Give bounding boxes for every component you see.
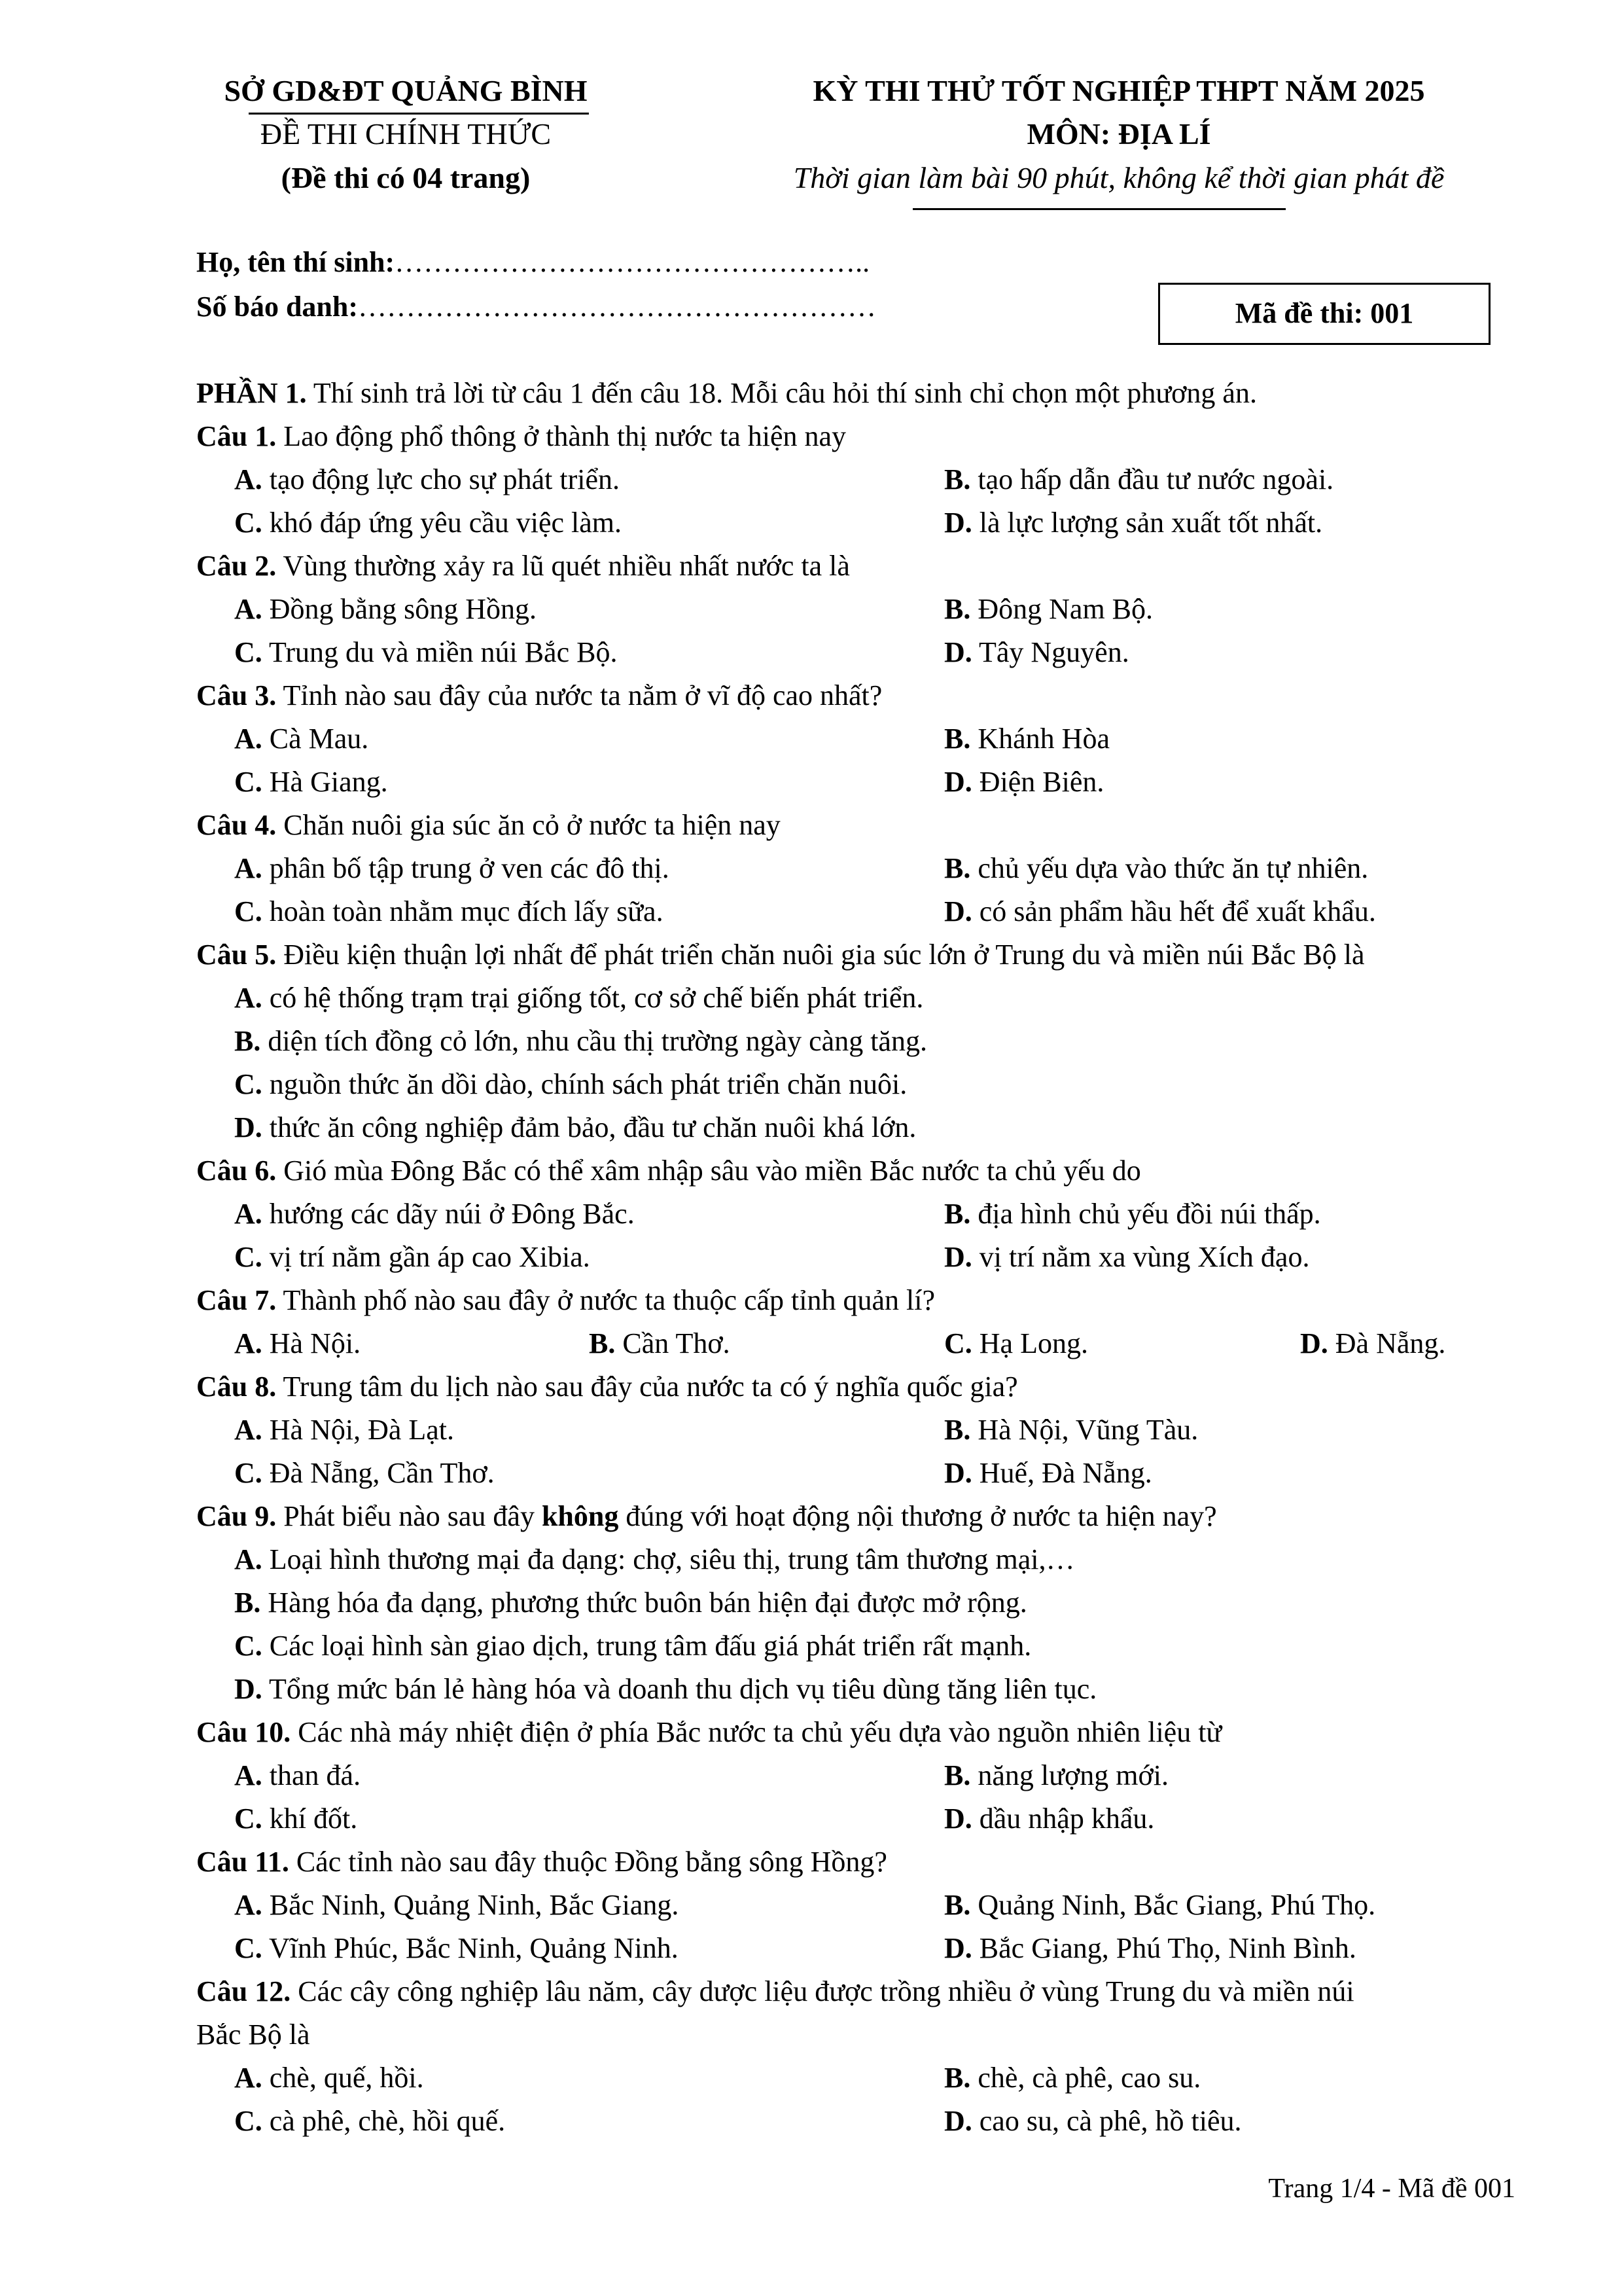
question-text-end: đúng với hoạt động nội thương ở nước ta hiện nay? (618, 1500, 1217, 1532)
question-1 (196, 420, 846, 453)
question-10 (196, 1715, 1222, 1749)
option-4c: C. hoàn toàn nhằm mục đích lấy sữa. (234, 895, 663, 927)
option-2b: B. Đông Nam Bộ. (944, 593, 1154, 625)
question-5 (196, 938, 1365, 971)
candidate-name-label: Họ, tên thí sinh: (196, 246, 395, 278)
option-9d: D. Tổng mức bán lẻ hàng hóa và doanh thu dịch vụ tiêu dùng tăng liên tục. (234, 1673, 1097, 1705)
candidate-name-line (196, 245, 870, 279)
option-7c: C. Hạ Long. (944, 1327, 1088, 1359)
option-3c: C. Hà Giang. (234, 766, 388, 798)
part-label: PHẦN 1. (196, 377, 307, 409)
exam-code-box (1158, 283, 1491, 345)
header-left-underline (249, 113, 589, 115)
option-2d: D. Tây Nguyên. (944, 636, 1129, 668)
question-7 (196, 1283, 935, 1317)
page-footer: Trang 1/4 - Mã đề 001 (1268, 2174, 1515, 2204)
option-8b: B. Hà Nội, Vũng Tàu. (944, 1414, 1199, 1446)
question-text: Lao động phổ thông ở thành thị nước ta hiện nay (276, 420, 847, 452)
question-12-continued (196, 2018, 310, 2051)
option-8c: C. Đà Nẵng, Cần Thơ. (234, 1457, 495, 1489)
option-8d: D. Huế, Đà Nẵng. (944, 1457, 1152, 1489)
candidate-id-label: Số báo danh: (196, 291, 359, 323)
school-department: SỞ GD&ĐT QUẢNG BÌNH (224, 74, 588, 107)
option-7b: B. Cần Thơ. (589, 1327, 730, 1359)
candidate-id-dots: ……………………………………………… (358, 291, 877, 323)
question-number: Câu 9. (196, 1500, 277, 1532)
option-4b: B. chủ yếu dựa vào thức ăn tự nhiên. (944, 852, 1369, 884)
option-12a: A. chè, quế, hồi. (234, 2062, 424, 2094)
question-text: Vùng thường xảy ra lũ quét nhiều nhất nước ta là (276, 550, 850, 582)
option-9b: B. Hàng hóa đa dạng, phương thức buôn bán hiện đại được mở rộng. (234, 1587, 1027, 1619)
option-10a: A. than đá. (234, 1759, 361, 1791)
option-5a: A. có hệ thống trạm trại giống tốt, cơ sở chế biến phát triển. (234, 982, 924, 1014)
option-4a: A. phân bố tập trung ở ven các đô thị. (234, 852, 669, 884)
option-12b: B. chè, cà phê, cao su. (944, 2062, 1201, 2094)
question-text: Gió mùa Đông Bắc có thể xâm nhập sâu vào miền Bắc nước ta chủ yếu do (276, 1155, 1141, 1187)
question-12 (196, 1975, 1354, 2008)
option-11d: D. Bắc Giang, Phú Thọ, Ninh Bình. (944, 1932, 1356, 1964)
question-number: Câu 3. (196, 679, 277, 711)
option-1b: B. tạo hấp dẫn đầu tư nước ngoài. (944, 463, 1334, 495)
option-6d: D. vị trí nằm xa vùng Xích đạo. (944, 1241, 1310, 1273)
question-11 (196, 1845, 887, 1878)
option-6c: C. vị trí nằm gần áp cao Xibia. (234, 1241, 590, 1273)
question-4 (196, 808, 781, 842)
candidate-id-line (196, 290, 876, 323)
option-5b: B. diện tích đồng cỏ lớn, nhu cầu thị trường ngày càng tăng. (234, 1025, 927, 1057)
question-text: Tỉnh nào sau đây của nước ta nằm ở vĩ độ cao nhất? (276, 679, 883, 711)
option-1a: A. tạo động lực cho sự phát triển. (234, 463, 620, 495)
option-12c: C. cà phê, chè, hồi quế. (234, 2105, 506, 2137)
option-6a: A. hướng các dãy núi ở Đông Bắc. (234, 1198, 635, 1230)
option-12d: D. cao su, cà phê, hồ tiêu. (944, 2105, 1242, 2137)
option-3a: A. Cà Mau. (234, 723, 369, 755)
question-number: Câu 10. (196, 1716, 291, 1748)
question-text: Điều kiện thuận lợi nhất để phát triển chăn nuôi gia súc lớn ở Trung du và miền núi Bắc Bộ là (276, 939, 1365, 971)
candidate-name-dots: ………………………………………….. (395, 246, 870, 278)
question-number: Câu 1. (196, 420, 277, 452)
question-emphasis: không (541, 1500, 619, 1532)
option-9a: A. Loại hình thương mại đa dạng: chợ, siêu thị, trung tâm thương mại,… (234, 1543, 1075, 1575)
question-text: Thành phố nào sau đây ở nước ta thuộc cấp tỉnh quản lí? (276, 1284, 936, 1316)
question-2 (196, 549, 850, 583)
question-number: Câu 6. (196, 1155, 277, 1187)
option-3d: D. Điện Biên. (944, 766, 1104, 798)
option-2a: A. Đồng bằng sông Hồng. (234, 593, 537, 625)
time-allowed: Thời gian làm bài 90 phút, không kể thời gian phát đề (793, 161, 1445, 194)
option-11b: B. Quảng Ninh, Bắc Giang, Phú Thọ. (944, 1889, 1376, 1921)
option-1c: C. khó đáp ứng yêu cầu việc làm. (234, 507, 622, 539)
question-text: Các tỉnh nào sau đây thuộc Đồng bằng sông Hồng? (289, 1846, 887, 1878)
question-text: Trung tâm du lịch nào sau đây của nước ta có ý nghĩa quốc gia? (276, 1371, 1018, 1403)
question-text: Các cây công nghiệp lâu năm, cây dược liệu được trồng nhiều ở vùng Trung du và miền núi (291, 1975, 1354, 2007)
part-instruction: Thí sinh trả lời từ câu 1 đến câu 18. Mỗi câu hỏi thí sinh chỉ chọn một phương án. (306, 377, 1257, 409)
option-10c: C. khí đốt. (234, 1803, 358, 1835)
question-3 (196, 679, 882, 712)
question-number: Câu 12. (196, 1975, 291, 2007)
question-number: Câu 11. (196, 1846, 289, 1878)
option-1d: D. là lực lượng sản xuất tốt nhất. (944, 507, 1323, 539)
option-7d: D. Đà Nẵng. (1300, 1327, 1446, 1359)
question-text: Các nhà máy nhiệt điện ở phía Bắc nước ta chủ yếu dựa vào nguồn nhiên liệu từ (291, 1716, 1222, 1748)
option-4d: D. có sản phẩm hầu hết để xuất khẩu. (944, 895, 1376, 927)
question-text: Chăn nuôi gia súc ăn cỏ ở nước ta hiện nay (276, 809, 781, 841)
question-9 (196, 1499, 1217, 1533)
option-10d: D. dầu nhập khẩu. (944, 1803, 1155, 1835)
option-8a: A. Hà Nội, Đà Lạt. (234, 1414, 455, 1446)
question-text: Bắc Bộ là (196, 2018, 310, 2051)
option-9c: C. Các loại hình sàn giao dịch, trung tâm đấu giá phát triển rất mạnh. (234, 1630, 1032, 1662)
option-7a: A. Hà Nội. (234, 1327, 361, 1359)
exam-code: Mã đề thi: 001 (1235, 297, 1414, 329)
subject-title: MÔN: ĐỊA LÍ (1027, 117, 1211, 151)
option-5c: C. nguồn thức ăn dồi dào, chính sách phát triển chăn nuôi. (234, 1068, 908, 1100)
option-11a: A. Bắc Ninh, Quảng Ninh, Bắc Giang. (234, 1889, 679, 1921)
question-number: Câu 8. (196, 1371, 277, 1403)
page-count-note: (Đề thi có 04 trang) (281, 161, 531, 194)
part-heading (196, 376, 1257, 410)
question-number: Câu 4. (196, 809, 277, 841)
question-number: Câu 7. (196, 1284, 277, 1316)
option-6b: B. địa hình chủ yếu đồi núi thấp. (944, 1198, 1321, 1230)
option-3b: B. Khánh Hòa (944, 723, 1110, 755)
option-11c: C. Vĩnh Phúc, Bắc Ninh, Quảng Ninh. (234, 1932, 679, 1964)
exam-title: KỲ THI THỬ TỐT NGHIỆP THPT NĂM 2025 (813, 74, 1425, 107)
question-6 (196, 1154, 1141, 1187)
question-number: Câu 2. (196, 550, 277, 582)
exam-status: ĐỀ THI CHÍNH THỨC (260, 117, 552, 151)
question-number: Câu 5. (196, 939, 277, 971)
option-2c: C. Trung du và miền núi Bắc Bộ. (234, 636, 618, 668)
header-right-underline (913, 208, 1286, 210)
option-10b: B. năng lượng mới. (944, 1759, 1169, 1791)
question-text: Phát biểu nào sau đây (276, 1500, 542, 1532)
option-5d: D. thức ăn công nghiệp đảm bảo, đầu tư chăn nuôi khá lớn. (234, 1111, 917, 1143)
question-8 (196, 1370, 1018, 1403)
